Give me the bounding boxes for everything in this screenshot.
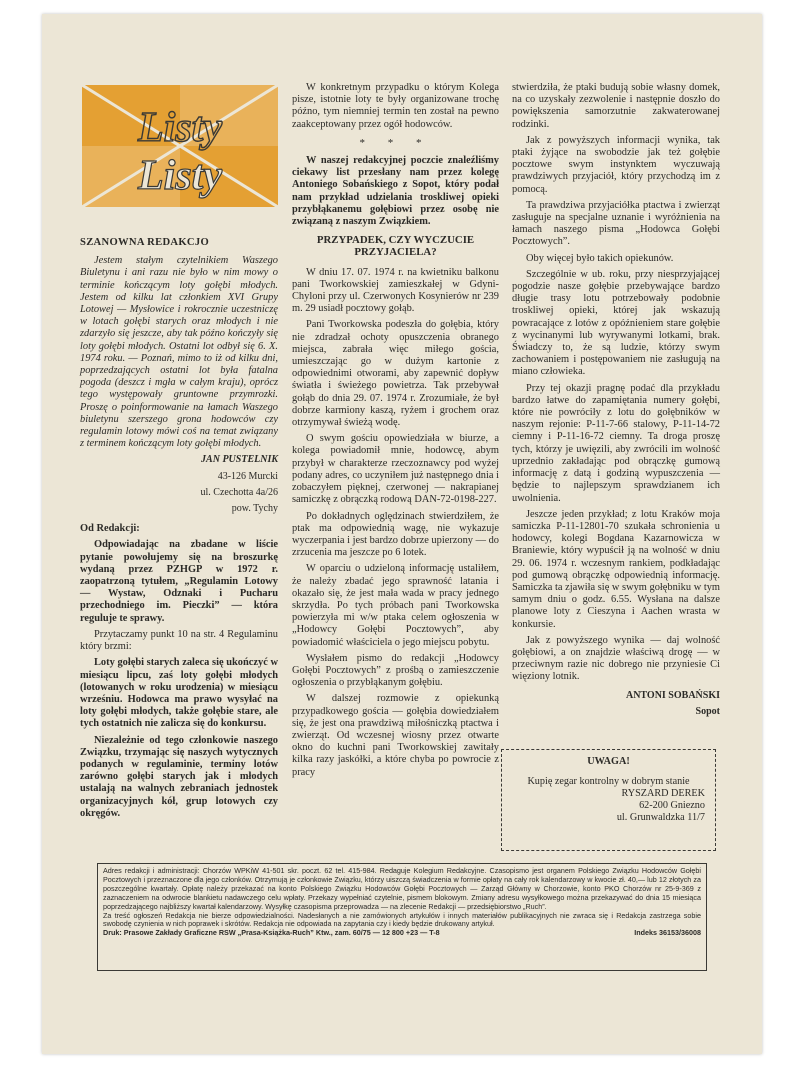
right-paragraph-3: Ta prawdziwa przyjaciółka ptactwa i zwierząt zasługuje na specjalne uznanie i wyróżnienia na łamach naszego pisma „Hodowca Gołębi Pocztowych”. (512, 199, 720, 248)
section-separator: * * * (359, 136, 432, 149)
article-paragraph-4: O swym gościu opowiedziała w biurze, a kolega powiadomił mnie, hodowcę, abym przybył w charakterze rzeczoznawcy pod wyżej podany adres, co uczyniłem już następnego dnia i zobaczyłem pięknej, czerwonej — nakrapianej samiczkę z obrączką rodową DAN-72-0198-227. (292, 433, 499, 506)
article-paragraph-5: Po dokładnych oględzinach stwierdziłem, że ptak ma odpowiednią wagę, nie wykazuje wyczerpania i jest bardzo dobrze upierzony — do zrzucenia ma jeszcze po 6 lotek. (292, 510, 499, 559)
editorial-reply-4: Niezależnie od tego członkowie naszego Związku, trzymając się naszych wytycznych podanych w regulaminie, terminy lotów zarówno gołębi starych jak i młodych ustalają na walnych zebraniach jednostek organizacyjnych kół, grup lotowych czy okręgów. (80, 734, 278, 819)
author-city: Sopot (695, 705, 720, 717)
signature-address-2: ul. Czechotta 4a/26 (200, 486, 278, 498)
classified-notice (501, 749, 716, 851)
right-paragraph-7: Jeszcze jeden przykład; z lotu Kraków moja samiczka P-11-12801-70 szukała schronienia u hodowcy, kolegi Bogdana Kazarnowicza w Braniewie, który wypuścił ją na wolność w dniu 29. 06. 1974 r. wczesnym rankiem, podkładając pod gumową obrączkę odpowiednią informację. Samiczka ta zjawiła się w swym gołębniku w tym samym dniu o godz. 6.55. Wysłana na dalsze planowe loty z Cieszyna i Aachen wrasta w konkursie. (512, 508, 720, 630)
reader-letter: Jestem stałym czytelnikiem Waszego Biuletynu i ani razu nie było w nim mowy o terminie kończącym loty gołębi młodych. Jestem od kilku lat członkiem XVI Grupy Lotowej — Mysłowice i rokrocznie uczestniczę w lotach gołębi starych oraz młodych i nie zdarzyło się jeszcze, aby tak późno kończyły się loty gołębi młodych. Ostatni lot odbył się 6. X. 1974 roku. — Poznań, mimo to iż od kilku dni, poprzedzających ostatni lot była fatalna pogoda (deszcz i mgła w całym kraju), oprócz tego występowały gruntowne przymrozki. Proszę o poinformowanie na łamach Waszego biuletynu szerszego grona hodowców czy regulamin lotowy mówi coś na temat związany z terminem kończącym loty gołębi młodych. (80, 255, 278, 450)
article-paragraph-2: W dniu 17. 07. 1974 r. na kwietniku balkonu pani Tworkowskiej zamieszkałej w Gdyni-Chyloni przy ul. Czerwonych Kosynierów nr 239 m. 29 usiadł pocztowy gołąb. (292, 266, 499, 315)
signature-name: JAN PUSTELNIK (201, 454, 278, 466)
regulation-quote: Loty gołębi starych zaleca się ukończyć w miesiącu lipcu, zaś loty gołębi młodych (lotowanych w roku urodzenia) w miesiącu wrześniu. Hodowca ma prawo wysyłać na loty gołębi młodych, także gołębie stare, ale tych ostatnich nie zalicza się do konkursu. (80, 657, 278, 730)
notice-address-1: 62-200 Gniezno (639, 800, 705, 811)
article-paragraph-3: Pani Tworkowska podeszła do gołębia, który nie zdradzał ochoty opuszczenia obranego miejsca, zabrała więc miłego gościa, umieszczając go w dużym kartonie z odpowiednimi otworami, aby zapewnić dopływ światła i świeżego powietrza. Tak przebywał gołąb do dnia 29. 07. 1974 r. Zrozumiałe, że był dobrze karmiony kaszą, ryżem i grochem oraz otrzymywał świeżą wodę. (292, 319, 499, 429)
logo-text-bottom: Listy (138, 153, 222, 199)
imprint-address: Adres redakcji i administracji: Chorzów WPKiW 41-501 skr. poczt. 62 tel. 415-984. Redaguje Kolegium Redakcyjne. Czasopismo jest organem Polskiego Związku Hodowców Gołębi Pocztowych i przeznaczone dla jego członków. Otrzymują je członkowie Związku, którzy uiszczą świadczenia w formie opłaty na cały rok kalendarzowy w kwocie zł. 40,— lub 12 złotych za poszczególne kwartały. Opłatę należy przekazać na konto Polskiego Związku Hodowców Gołębi Pocztowych — Zarząd Główny w Chorzowie, konto PKO Chorzów nr 25-9-369 z zaznaczeniem na odwrocie blankietu nadawczego celu wpłaty. Przekazy wypełniać czytelnie, pismem blokowym. Zmiany adresu wysyłkowego można przekazywać do dnia 15 miesiąca poprzedzającego najbliższy kwartał kalendarzowy. Wysyłkę czasopisma przeprowadza — na zlecenie Redakcji — przedsiębiorstwo „Ruch”. (103, 866, 701, 911)
notice-address-2: ul. Grunwaldzka 11/7 (616, 812, 705, 823)
article-intro: W naszej redakcyjnej poczcie znaleźliśmy ciekawy list przesłany nam przez kolegę Antoniego Sobańskiego z Sopot, który podał nam przykład udzielania troskliwej opieki przybłąkanemu gołębiowi przez osobę nie związaną z naszym Związkiem. (292, 155, 499, 228)
logo-text-top: Listy (138, 105, 222, 151)
author-signature: ANTONI SOBAŃSKI (625, 689, 720, 701)
salutation: SZANOWNA REDAKCJO (80, 237, 210, 248)
imprint-disclaimer: Za treść ogłoszeń Redakcja nie bierze odpowiedzialności. Nadesłanych a nie zamówionych artykułów i innych materiałów publikacyjnych nie zwraca się i Redakcja zastrzega sobie swobodę czynienia w nich poprawek i skrótów. Redakcja nie odpowiada na zapytania czy i kiedy będzie drukowany artykuł. (103, 910, 701, 929)
notice-text: Kupię zegar kontrolny w dobrym stanie (527, 776, 690, 787)
right-paragraph-2: Jak z powyższych informacji wynika, tak ptaki żyjące na swobodzie jak też gołębie pocztowe swym instynktem wyczuwają prawdziwych przyjaciół, który przychodzą im z pomocą. (512, 134, 720, 195)
notice-name: RYSZARD DEREK (621, 788, 705, 799)
article-paragraph-6: W oparciu o udzieloną informację ustaliłem, że należy zbadać jego sprawność latania i okazało się, że jest mała wada w pracy jednego skrzydła. Po tych próbach pani Tworkowska powierzyła mi w/w ptaka celem ogłoszenia w „Hodowcy Gołębi Pocztowych”, aby powiadomić właściciela o jego miejscu pobytu. (292, 563, 499, 648)
right-paragraph-1: stwierdziła, że ptaki budują sobie własny domek, na co uzyskały zezwolenie i następnie doszło do powiększenia samorzutnie zakwaterowanej rodzinki. (512, 82, 720, 130)
middle-paragraph-1: W konkretnym przypadku o którym Kolega pisze, istotnie loty te były organizowane trochę późno, tym niemniej termin ten został na pewno zaakceptowany przez ogół hodowców. (292, 82, 499, 130)
article-heading: PRZYPADEK, CZY WYCZUCIE PRZYJACIELA? (316, 234, 475, 259)
publisher-imprint (97, 863, 707, 971)
right-column (512, 82, 720, 722)
imprint-printer: Druk: Prasowe Zakłady Graficzne RSW „Prasa-Książka-Ruch” Ktw., zam. 60/75 — 12 800 +23 — T-8 (103, 928, 440, 938)
article-paragraph-7: Wysłałem pismo do redakcji „Hodowcy Gołębi Pocztowych” z prośbą o zamieszczenie ogłoszenia o przybłąkanym gołębiu. (292, 652, 499, 689)
right-paragraph-6: Przy tej okazji pragnę podać dla przykładu bardzo łatwe do zapamiętania numery gołębi, które nie powróciły z lotu do gołębników w naszym rejonie: P-11-7-66 stalowy, P-11-14-72 ciemny i P-11-16-72 ciemny. Ta droga proszę tych, którzy je uwięzili, aby zwrócili im wolność uprzednio zakładając pod obrączkę gumową informację z datą i godziną wypuszczenia — będzie to najlepszym sprawdzianem ich uwolnienia. (512, 382, 720, 504)
signature-address-1: 43-126 Murcki (217, 470, 278, 482)
editorial-reply-2: Przytaczamy punkt 10 na str. 4 Regulaminu który brzmi: (80, 628, 278, 653)
imprint-index: Indeks 36153/36008 (634, 928, 701, 938)
middle-column (292, 82, 499, 783)
listy-logo (82, 85, 278, 207)
right-paragraph-8: Jak z powyższego wynika — daj wolność gołębiowi, a on znajdzie właściwą drogę — w przeciwnym razie nic dobrego nie przyniesie Ci więziony lotnik. (512, 634, 720, 683)
right-paragraph-5: Szczególnie w ub. roku, przy niesprzyjającej pogodzie nasze gołębie przebywające bardzo długie trasy lotu potrzebowały podobnie troskliwej opieki, której jak wskazują powracające z lotów z opóźnieniem stare gołębie z wycinanymi lub wyrywanymi lotkami, brak. Świadczy to, że są ludzie, którzy swym zachowaniem i postępowaniem nie zasługują na miano człowieka. (512, 268, 720, 378)
signature-address-3: pow. Tychy (231, 503, 278, 515)
editorial-reply-1: Odpowiadając na zbadane w liście pytanie powołujemy się na broszurkę wydaną przez PZHGP w 1972 r. zaopatrzoną tytułem, „Regulamin Lotowy — Wystaw, Odznaki i Pucharu przechodniego im. Pieczki” — która reguluje te sprawy. (80, 539, 278, 624)
left-column (80, 237, 278, 824)
editorial-heading: Od Redakcji: (80, 523, 140, 535)
article-paragraph-8: W dalszej rozmowie z opiekunką przypadkowego gościa — gołębia dowiedziałem się, że jest ona prawdziwą miłośniczką ptactwa i zwierząt. Od wczesnej wiosny przez otwarte okno do kuchni pani Tworkowskiej zawitały kilka razy jaskółki, a które chyba po powrocie z pracy (292, 693, 499, 778)
right-paragraph-4: Oby więcej było takich opiekunów. (526, 252, 674, 264)
notice-title: UWAGA! (587, 756, 630, 767)
